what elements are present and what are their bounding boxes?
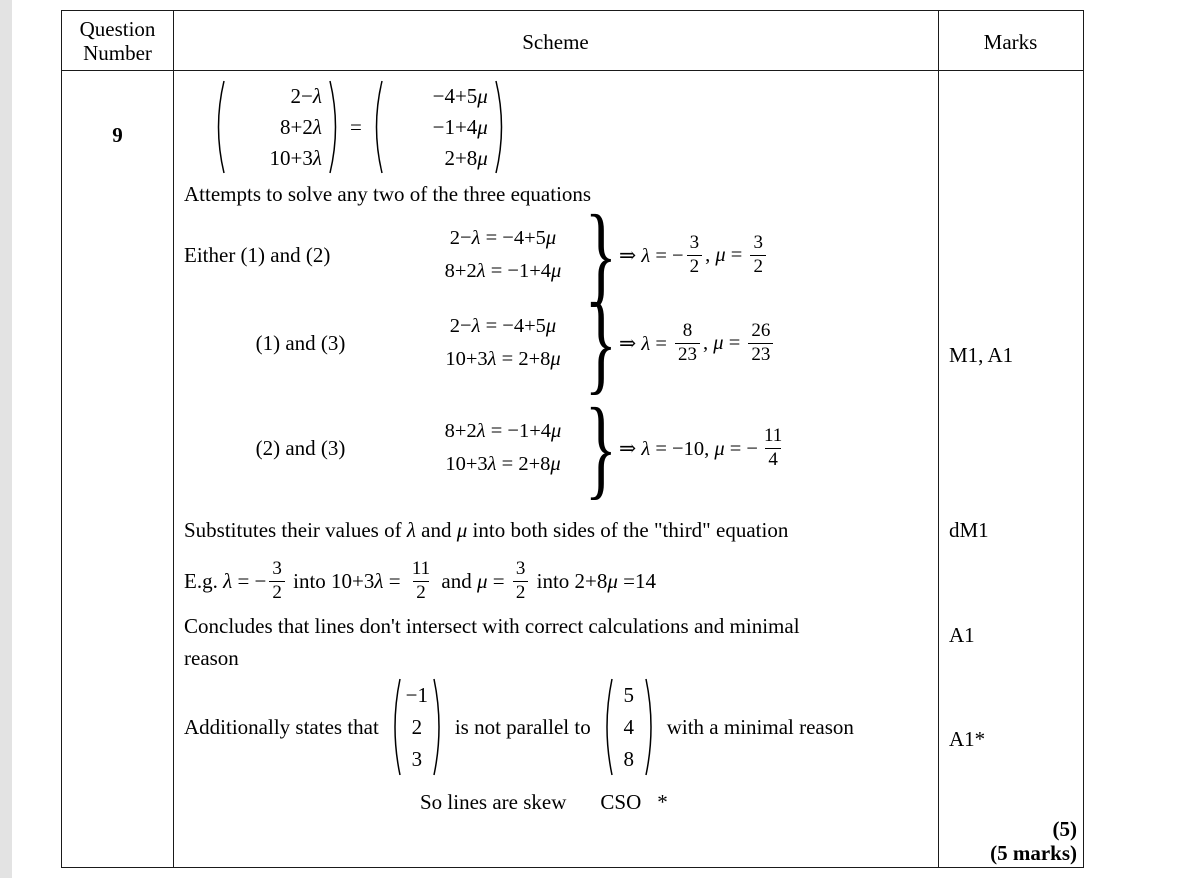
fraction: $\frac{11}{2}$ [411,558,431,603]
attempts-text: Attempts to solve any two of the three equations [184,182,592,206]
pair1-eq2: 8+2λ = −1+4μ [444,260,562,282]
substitutes-text: Substitutes their values of λ and μ into both sides of the "third" equation [184,518,789,542]
direction-vector-1 [389,676,445,778]
page-edge-strip [0,0,12,878]
cso-star: * [657,790,668,814]
pair3-equations [417,415,589,481]
column-divider-2 [938,11,939,867]
mark-total-words: (5 marks) [990,841,1077,865]
left-paren-icon [389,676,402,778]
vector-entry: 5 [623,683,634,707]
column-divider-1 [173,11,174,867]
fraction: $\frac{3}{2}$ [750,232,766,278]
pair1-result [619,232,769,278]
right-paren-icon [494,78,508,176]
matrix-right-column [384,81,494,174]
additionally-text-3: with a minimal reason [666,714,854,739]
pair-row-2 [184,281,776,405]
matrix-left-entry: 2−λ [290,83,322,108]
question-number-header [62,17,173,65]
fraction: $\frac{11}{4}$ [764,425,783,470]
pair3-eq1: 8+2λ = −1+4μ [444,420,562,442]
eg-text-3: and μ = [436,568,510,593]
vector-entry: 3 [411,747,423,771]
additionally-row [184,673,854,781]
direction-vector-2 [601,676,657,778]
pair-row-3 [184,386,788,510]
pair1-label: Either (1) and (2) [184,242,331,267]
fraction: $\frac{26}{23}$ [748,320,773,366]
header-divider [62,70,1083,71]
skew-conclusion [420,790,668,815]
pair1-result-mid: , μ = [705,243,748,266]
brace-icon: } [584,386,618,510]
matrix-right-entry: −1+4μ [432,114,488,139]
pair2-equations [417,310,589,376]
vector-entry: 4 [623,715,634,739]
question-number-header-line2: Number [83,41,152,65]
right-paren-icon [644,676,657,778]
question-number: 9 [112,123,123,147]
mark-dm1: dM1 [949,518,989,542]
mark-scheme-table [61,10,1084,868]
skew-text: So lines are skew [420,790,567,814]
eg-text-4: into 2+8μ =14 [531,568,657,593]
mark-a1-star: A1* [949,727,986,751]
pair2-label: (1) and (3) [255,330,346,355]
example-line [184,553,656,609]
scheme-header: Scheme [522,30,589,54]
fraction: $\frac{8}{23}$ [675,320,700,366]
right-paren-icon [432,676,445,778]
mark-m1a1: M1, A1 [949,343,1014,367]
pair2-eq1: 2−λ = −4+5μ [449,315,557,337]
left-paren-icon [601,676,614,778]
pair2-result [619,320,776,366]
pair3-result [619,425,788,471]
pair2-result-mid: , μ = [703,331,746,354]
pair1-result-pre: ⇒ λ = − [619,244,684,267]
marks-header: Marks [983,30,1038,54]
concludes-text-line1: Concludes that lines don't intersect with correct calculations and minimal [184,614,800,638]
eg-text-1: E.g. λ = − [184,568,267,593]
right-paren-icon [328,78,342,176]
vector-entry: 2 [411,715,423,739]
vector-entry: 8 [623,747,634,771]
fraction: $\frac{3}{2}$ [269,558,285,604]
additionally-text-2: is not parallel to [454,714,591,739]
brace-icon: } [584,193,618,317]
mark-total: (5) [1052,817,1077,841]
left-paren-icon [370,78,384,176]
matrix-right-entry: −4+5μ [432,83,488,108]
matrix-left-entry: 8+2λ [280,114,322,139]
matrix-right-entry: 2+8μ [444,145,488,170]
pair2-result-pre: ⇒ λ = [619,332,673,355]
matrix-equation [212,78,508,176]
eg-text-2: into 10+3λ = [287,568,406,593]
pair2-eq2: 10+3λ = 2+8μ [445,348,561,370]
brace-icon: } [584,281,618,405]
matrix-left-entry: 10+3λ [269,145,322,170]
fraction: $\frac{3}{2}$ [513,558,529,604]
concludes-text-line2: reason [184,646,239,670]
vector-entry: −1 [405,683,428,707]
left-paren-icon [212,78,226,176]
pair1-eq1: 2−λ = −4+5μ [449,227,557,249]
cso-label: CSO [600,790,642,814]
equals-sign: = [350,114,362,139]
pair3-result-pre: ⇒ λ = −10, μ = − [619,437,758,460]
fraction: $\frac{3}{2}$ [687,232,703,278]
matrix-left-column [226,81,328,174]
pair3-eq2: 10+3λ = 2+8μ [445,453,561,475]
pair3-label: (2) and (3) [255,435,346,460]
additionally-text-1: Additionally states that [184,714,379,739]
pair1-equations [417,222,589,288]
mark-a1: A1 [949,623,975,647]
question-number-header-line1: Question [79,17,156,41]
